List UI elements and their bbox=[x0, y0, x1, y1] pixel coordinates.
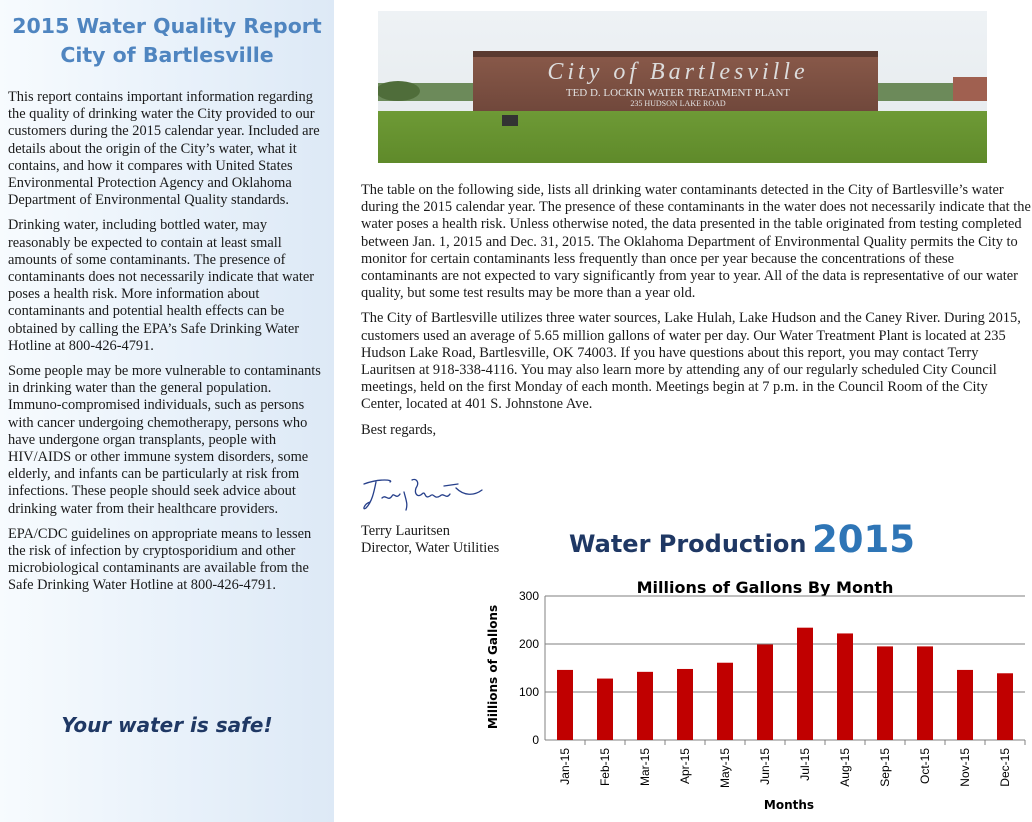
report-title bbox=[0, 12, 334, 70]
x-tick-label: Jul-15 bbox=[798, 748, 812, 781]
bottled-water-paragraph: Drinking water, including bottled water, may reasonably be expected to contain at least small amounts of some contaminants. The presence of contaminants does not necessarily indicate that water poses a health risk. More information about contaminants and potential health effects can be obtained by calling the EPA’s Safe Drinking Water Hotline at 800-426-4791. bbox=[8, 217, 315, 354]
y-tick-label: 200 bbox=[518, 637, 539, 651]
water-production-chart bbox=[480, 570, 1032, 816]
contaminants-paragraph: The table on the following side, lists all drinking water contaminants detected in the City of Bartlesville’s water during the 2015 calendar year. The presence of these contaminants in the water does not necessarily indicate that the water poses a health risk. Unless otherwise noted, the data presented in the table originated from testing completed between Jan. 1, 2015 and Dec. 31, 2015. The Oklahoma Department of Environmental Quality permits the City to monitor for certain contaminants less frequently than once per year because the concentrations of these contaminants are not expected to vary significantly from year to year. All of the data is representative of our water quality, but some test results may be more than a year old. bbox=[361, 182, 1031, 302]
x-axis-title: Months bbox=[763, 798, 815, 812]
left-column bbox=[0, 0, 334, 822]
production-heading bbox=[569, 518, 915, 561]
chart-x-ticks bbox=[558, 748, 1012, 788]
chart-y-ticks bbox=[519, 589, 539, 747]
bar-nov-15 bbox=[957, 670, 973, 740]
x-tick-label: May-15 bbox=[718, 748, 732, 789]
plant-photo bbox=[378, 11, 987, 163]
chart-title: Millions of Gallons By Month bbox=[636, 578, 894, 597]
bar-sep-15 bbox=[877, 646, 893, 740]
report-title-line2: City of Bartlesville bbox=[60, 43, 274, 67]
signature-image bbox=[360, 474, 490, 514]
sign-address: 235 HUDSON LAKE ROAD bbox=[630, 99, 726, 108]
x-tick-label: Dec-15 bbox=[998, 748, 1012, 787]
bar-feb-15 bbox=[597, 679, 613, 740]
production-heading-year: 2015 bbox=[812, 518, 915, 561]
sign-title: City of Bartlesville bbox=[547, 59, 809, 85]
x-tick-label: Feb-15 bbox=[598, 748, 612, 787]
chart-bars bbox=[557, 628, 1013, 740]
y-tick-label: 300 bbox=[518, 589, 539, 603]
y-tick-label: 100 bbox=[518, 685, 539, 699]
signer-name: Terry Lauritsen bbox=[361, 523, 450, 539]
water-sources-paragraph: The City of Bartlesville utilizes three water sources, Lake Hulah, Lake Hudson and the Caney River. During 2015, customers used an average of 5.65 million gallons of water per day. Our Water Treatment Plant is located at 235 Hudson Lake Road, Bartlesville, OK 74003. If you have questions about this report, you may contact Terry Lauritsen at 918-338-4116. You may also learn more by attending any of our regularly scheduled City Council meetings, held on the first Monday of each month. Meetings begin at 7 p.m. in the Council Room of the City Center, located at 401 S. Johnstone Ave. bbox=[361, 310, 1021, 413]
bar-oct-15 bbox=[917, 646, 933, 740]
y-axis-title: Millions of Gallons bbox=[486, 604, 500, 730]
x-tick-label: Nov-15 bbox=[958, 748, 972, 787]
report-body bbox=[361, 182, 1031, 447]
bar-may-15 bbox=[717, 663, 733, 740]
signer-role: Director, Water Utilities bbox=[361, 540, 500, 557]
bar-aug-15 bbox=[837, 633, 853, 740]
x-tick-label: Sep-15 bbox=[878, 748, 892, 787]
plant-sign-image bbox=[378, 11, 987, 163]
bar-jan-15 bbox=[557, 670, 573, 740]
handwritten-signature bbox=[360, 474, 490, 519]
x-tick-label: Apr-15 bbox=[678, 748, 692, 785]
vulnerable-people-paragraph: Some people may be more vulnerable to contaminants in drinking water than the general population. Immuno-compromised individuals, such as persons with cancer undergoing chemotherapy, persons who have undergone organ transplants, people with HIV/AIDS or other immune system disorders, some elderly, and infants can be particularly at risk from infections. These people should seek advice about drinking water from their healthcare providers. bbox=[8, 363, 321, 517]
bar-jun-15 bbox=[757, 644, 773, 740]
intro-text bbox=[8, 89, 326, 603]
bar-mar-15 bbox=[637, 672, 653, 740]
x-tick-label: Jun-15 bbox=[758, 748, 772, 785]
x-tick-label: Jan-15 bbox=[558, 748, 572, 785]
y-tick-label: 0 bbox=[532, 733, 539, 747]
x-tick-label: Oct-15 bbox=[918, 748, 932, 785]
intro-paragraph: This report contains important information regarding the quality of drinking water the City provided to our customers during the 2015 calendar year. Included are details about the origin of the City’s water, what it contains, and how it compares with United States Environmental Protection Agency and Oklahoma Department of Environmental Quality standards. bbox=[8, 89, 320, 209]
report-title-line1: 2015 Water Quality Report bbox=[12, 14, 322, 38]
x-tick-label: Aug-15 bbox=[838, 748, 852, 787]
bar-dec-15 bbox=[997, 673, 1013, 740]
signer-block bbox=[361, 523, 499, 557]
epa-guidelines-paragraph: EPA/CDC guidelines on appropriate means to lessen the risk of infection by cryptosporidium and other microbiological contaminants are available from the Safe Drinking Water Hotline at 800-426-4791. bbox=[8, 525, 312, 594]
x-tick-label: Mar-15 bbox=[638, 748, 652, 787]
bar-apr-15 bbox=[677, 669, 693, 740]
safe-slogan: Your water is safe! bbox=[61, 713, 273, 737]
sign-plant-name: TED D. LOCKIN WATER TREATMENT PLANT bbox=[565, 87, 791, 99]
bar-jul-15 bbox=[797, 628, 813, 740]
chart-gridlines bbox=[545, 596, 1025, 745]
production-heading-label: Water Production bbox=[569, 530, 807, 558]
closing-salutation: Best regards, bbox=[361, 421, 437, 438]
